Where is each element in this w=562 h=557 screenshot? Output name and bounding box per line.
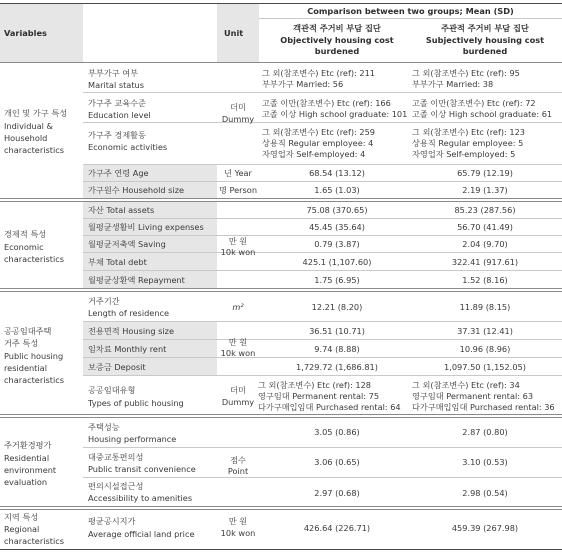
row-rule (83, 375, 562, 376)
value-g1-residence: 12.21 (8.20) (311, 302, 363, 312)
value-g1-economic-activities: 자영업자 Self-employed: 4 (262, 149, 366, 159)
unit-10k-won: 10k won (220, 348, 256, 358)
value-g1-public-types: 영구임대 Permanent rental: 75 (258, 391, 380, 401)
label-age: 가구주 연령 Age (88, 168, 149, 178)
unit-10k-won: 10k won (220, 247, 256, 257)
label-transit-en: Public transit convenience (88, 464, 196, 474)
section-rule (0, 414, 562, 415)
value-g2-monthly-rent: 10.96 (8.96) (459, 344, 511, 354)
section-environment-en: Residential (4, 453, 50, 463)
header-bottom-rule (0, 62, 562, 63)
row-rule (83, 252, 562, 253)
value-g2-age: 65.79 (12.19) (457, 168, 513, 178)
section-rule (0, 201, 562, 202)
value-g2-land-price: 459.39 (267.98) (451, 523, 519, 533)
section-individual-en: Household (4, 133, 48, 143)
label-amenities-kr: 편의시설접근성 (88, 481, 144, 491)
label-housing-performance-kr: 주택성능 (88, 422, 120, 432)
value-g1-total-assets: 75.08 (370.65) (306, 205, 368, 215)
label-monthly-rent: 임차료 Monthly rent (88, 344, 167, 354)
table-bottom-rule (0, 549, 562, 550)
label-public-types-en: Types of public housing (88, 398, 184, 408)
label-deposit: 보증금 Deposit (88, 362, 146, 372)
section-public-en: Public housing (4, 351, 64, 361)
label-education-kr: 가구주 교육수준 (88, 98, 146, 108)
label-living-expenses: 월평균생활비 Living expenses (88, 222, 204, 232)
value-g1-marital: 부부가구 Married: 56 (262, 79, 344, 89)
value-g1-land-price: 426.64 (226.71) (303, 523, 371, 533)
value-g1-economic-activities: 상용직 Regular employee: 4 (262, 138, 374, 148)
value-g2-public-types: 영구임대 Permanent rental: 63 (412, 391, 534, 401)
value-g1-amenities: 2.97 (0.68) (314, 488, 360, 498)
header-group1-kr: 객관적 주거비 부담 집단 (293, 23, 381, 33)
value-g1-deposit: 1,729.72 (1,686.81) (296, 362, 378, 372)
unit-year: 년 Year (224, 168, 252, 178)
value-g1-repayment: 1.75 (6.95) (314, 275, 360, 285)
row-rule (83, 235, 562, 236)
header-sub-rule (259, 18, 562, 19)
section-economic-en: Economic (4, 242, 44, 252)
value-g2-deposit: 1,097.50 (1,152.05) (444, 362, 526, 372)
label-residence-en: Length of residence (88, 308, 170, 318)
section-rule (0, 288, 562, 289)
value-g1-public-types: 그 외(참조변수) Etc (ref): 128 (258, 380, 372, 390)
row-rule (83, 92, 562, 93)
value-g1-monthly-rent: 9.74 (8.88) (314, 344, 360, 354)
unit-dummy: Dummy (221, 397, 255, 407)
row-rule (83, 218, 562, 219)
section-public-kr: 공공임대주택 (4, 326, 52, 336)
unit-point: Point (227, 466, 249, 476)
section-environment-kr: 주거환경평가 (4, 440, 52, 450)
value-g2-repayment: 1.52 (8.16) (462, 275, 508, 285)
header-group2-en2: burdened (462, 46, 508, 56)
label-economic-activities-en: Economic activities (88, 142, 168, 152)
row-rule (83, 321, 562, 322)
value-g1-age: 68.54 (13.12) (309, 168, 365, 178)
unit-10k-won: 만 원 (228, 337, 248, 347)
label-residence-kr: 거주기간 (88, 296, 120, 306)
value-g2-household-size: 2.19 (1.37) (462, 185, 508, 195)
unit-dummy: 더미 (230, 102, 246, 112)
section-regional-en: characteristics (4, 536, 64, 546)
section-regional-en: Regional (4, 524, 40, 534)
label-transit-kr: 대중교통편의성 (88, 452, 144, 462)
section-individual-en: Individual & (4, 121, 53, 131)
value-g1-education: 고졸 이상 High school graduate: 101 (262, 109, 408, 119)
value-g1-housing-performance: 3.05 (0.86) (314, 427, 360, 437)
label-amenities-en: Accessibility to amenities (88, 493, 193, 503)
section-regional-kr: 지역 특성 (4, 512, 39, 522)
value-g2-marital: 부부가구 Married: 38 (412, 79, 494, 89)
value-g2-marital: 그 외(참조변수) Etc (ref): 95 (412, 68, 520, 78)
section-rule (0, 506, 562, 507)
header-unit: Unit (224, 28, 244, 38)
value-g1-public-types: 다가구매입임대 Purchased rental: 64 (258, 402, 401, 412)
value-g2-total-debt: 322.41 (917.61) (451, 257, 519, 267)
section-rule (0, 509, 562, 510)
header-variables: Variables (4, 28, 47, 38)
unit-10k-won: 만 원 (228, 516, 248, 526)
label-total-debt: 부채 Total debt (88, 257, 147, 267)
value-g2-housing-size: 37.31 (12.41) (457, 326, 513, 336)
value-g2-public-types: 다가구매입임대 Purchased rental: 36 (412, 402, 555, 412)
value-g2-saving: 2.04 (9.70) (462, 239, 508, 249)
unit-dummy: Dummy (221, 114, 255, 124)
unit-dummy: 더미 (230, 385, 246, 395)
section-rule (0, 291, 562, 292)
section-public-en: characteristics (4, 375, 64, 385)
label-land-price-en: Average official land price (88, 529, 195, 539)
label-economic-activities-kr: 가구주 경제활동 (88, 130, 146, 140)
value-g2-transit: 3.10 (0.53) (462, 457, 508, 467)
section-environment-en: evaluation (4, 477, 48, 487)
section-rule (0, 198, 562, 199)
value-g1-transit: 3.06 (0.65) (314, 457, 360, 467)
label-marital-en: Marital status (88, 80, 144, 90)
unit-square-meter: m² (232, 302, 244, 312)
value-g2-housing-performance: 2.87 (0.80) (462, 427, 508, 437)
section-economic-en: characteristics (4, 254, 64, 264)
row-rule (83, 477, 562, 478)
section-economic-kr: 경제적 특성 (4, 229, 47, 239)
row-rule (83, 447, 562, 448)
unit-point: 점수 (230, 455, 246, 465)
row-rule (83, 270, 562, 271)
table-top-rule (0, 3, 562, 4)
value-g2-economic-activities: 자영업자 Self-employed: 5 (412, 149, 516, 159)
label-marital-kr: 부부가구 여부 (88, 68, 139, 78)
label-saving: 월평균저축액 Saving (88, 239, 166, 249)
value-g2-economic-activities: 상용직 Regular employee: 5 (412, 138, 524, 148)
unit-10k-won: 10k won (220, 528, 256, 538)
value-g1-living-expenses: 45.45 (35.64) (309, 222, 365, 232)
header-group2-en1: Subjectively housing cost (425, 35, 545, 45)
value-g2-total-assets: 85.23 (287.56) (454, 205, 516, 215)
value-g1-total-debt: 425.1 (1,107.60) (302, 257, 372, 267)
label-education-en: Education level (88, 110, 151, 120)
value-g2-residence: 11.89 (8.15) (459, 302, 511, 312)
section-public-en: residential (4, 363, 47, 373)
row-rule (83, 122, 562, 123)
value-g1-household-size: 1.65 (1.03) (314, 185, 360, 195)
value-g2-economic-activities: 그 외(참조변수) Etc (ref): 123 (412, 127, 526, 137)
label-repayment: 월평균상환액 Repayment (88, 275, 185, 285)
header-group1-en2: burdened (314, 46, 360, 56)
row-rule (83, 339, 562, 340)
value-g2-living-expenses: 56.70 (41.49) (457, 222, 513, 232)
value-g2-public-types: 그 외(참조변수) Etc (ref): 34 (412, 380, 520, 390)
label-housing-size: 전용면적 Housing size (88, 326, 174, 336)
value-g2-amenities: 2.98 (0.54) (462, 488, 508, 498)
row-rule (83, 181, 562, 182)
header-group1-en1: Objectively housing cost (280, 35, 394, 45)
header-group2-kr: 주관적 주거비 부담 집단 (441, 23, 529, 33)
section-individual-kr: 개인 및 가구 특성 (4, 108, 68, 118)
section-environment-en: environment (4, 465, 57, 475)
label-household-size: 가구원수 Household size (88, 185, 185, 195)
label-housing-performance-en: Housing performance (88, 434, 177, 444)
label-land-price-kr: 평균공시지가 (88, 516, 136, 526)
label-total-assets: 자산 Total assets (88, 205, 155, 215)
unit-10k-won: 만 원 (228, 236, 248, 246)
label-public-types-kr: 공공임대유형 (88, 385, 136, 395)
row-rule (83, 164, 562, 165)
section-public-kr: 거주 특성 (4, 338, 39, 348)
header-comparison: Comparison between two groups; Mean (SD) (307, 6, 514, 16)
row-rule (83, 357, 562, 358)
value-g1-saving: 0.79 (3.87) (314, 239, 360, 249)
section-individual-en: characteristics (4, 145, 64, 155)
section-rule (0, 417, 562, 418)
value-g1-education: 고졸 이만(참조변수) Etc (ref): 166 (262, 98, 391, 108)
value-g2-education: 고졸 이만(참조변수) Etc (ref): 72 (412, 98, 536, 108)
value-g1-marital: 그 외(참조변수) Etc (ref): 211 (262, 68, 376, 78)
value-g1-housing-size: 36.51 (10.71) (309, 326, 365, 336)
unit-person: 명 Person (218, 185, 258, 195)
value-g1-economic-activities: 그 외(참조변수) Etc (ref): 259 (262, 127, 376, 137)
value-g2-education: 고졸 이상 High school graduate: 61 (412, 109, 553, 119)
